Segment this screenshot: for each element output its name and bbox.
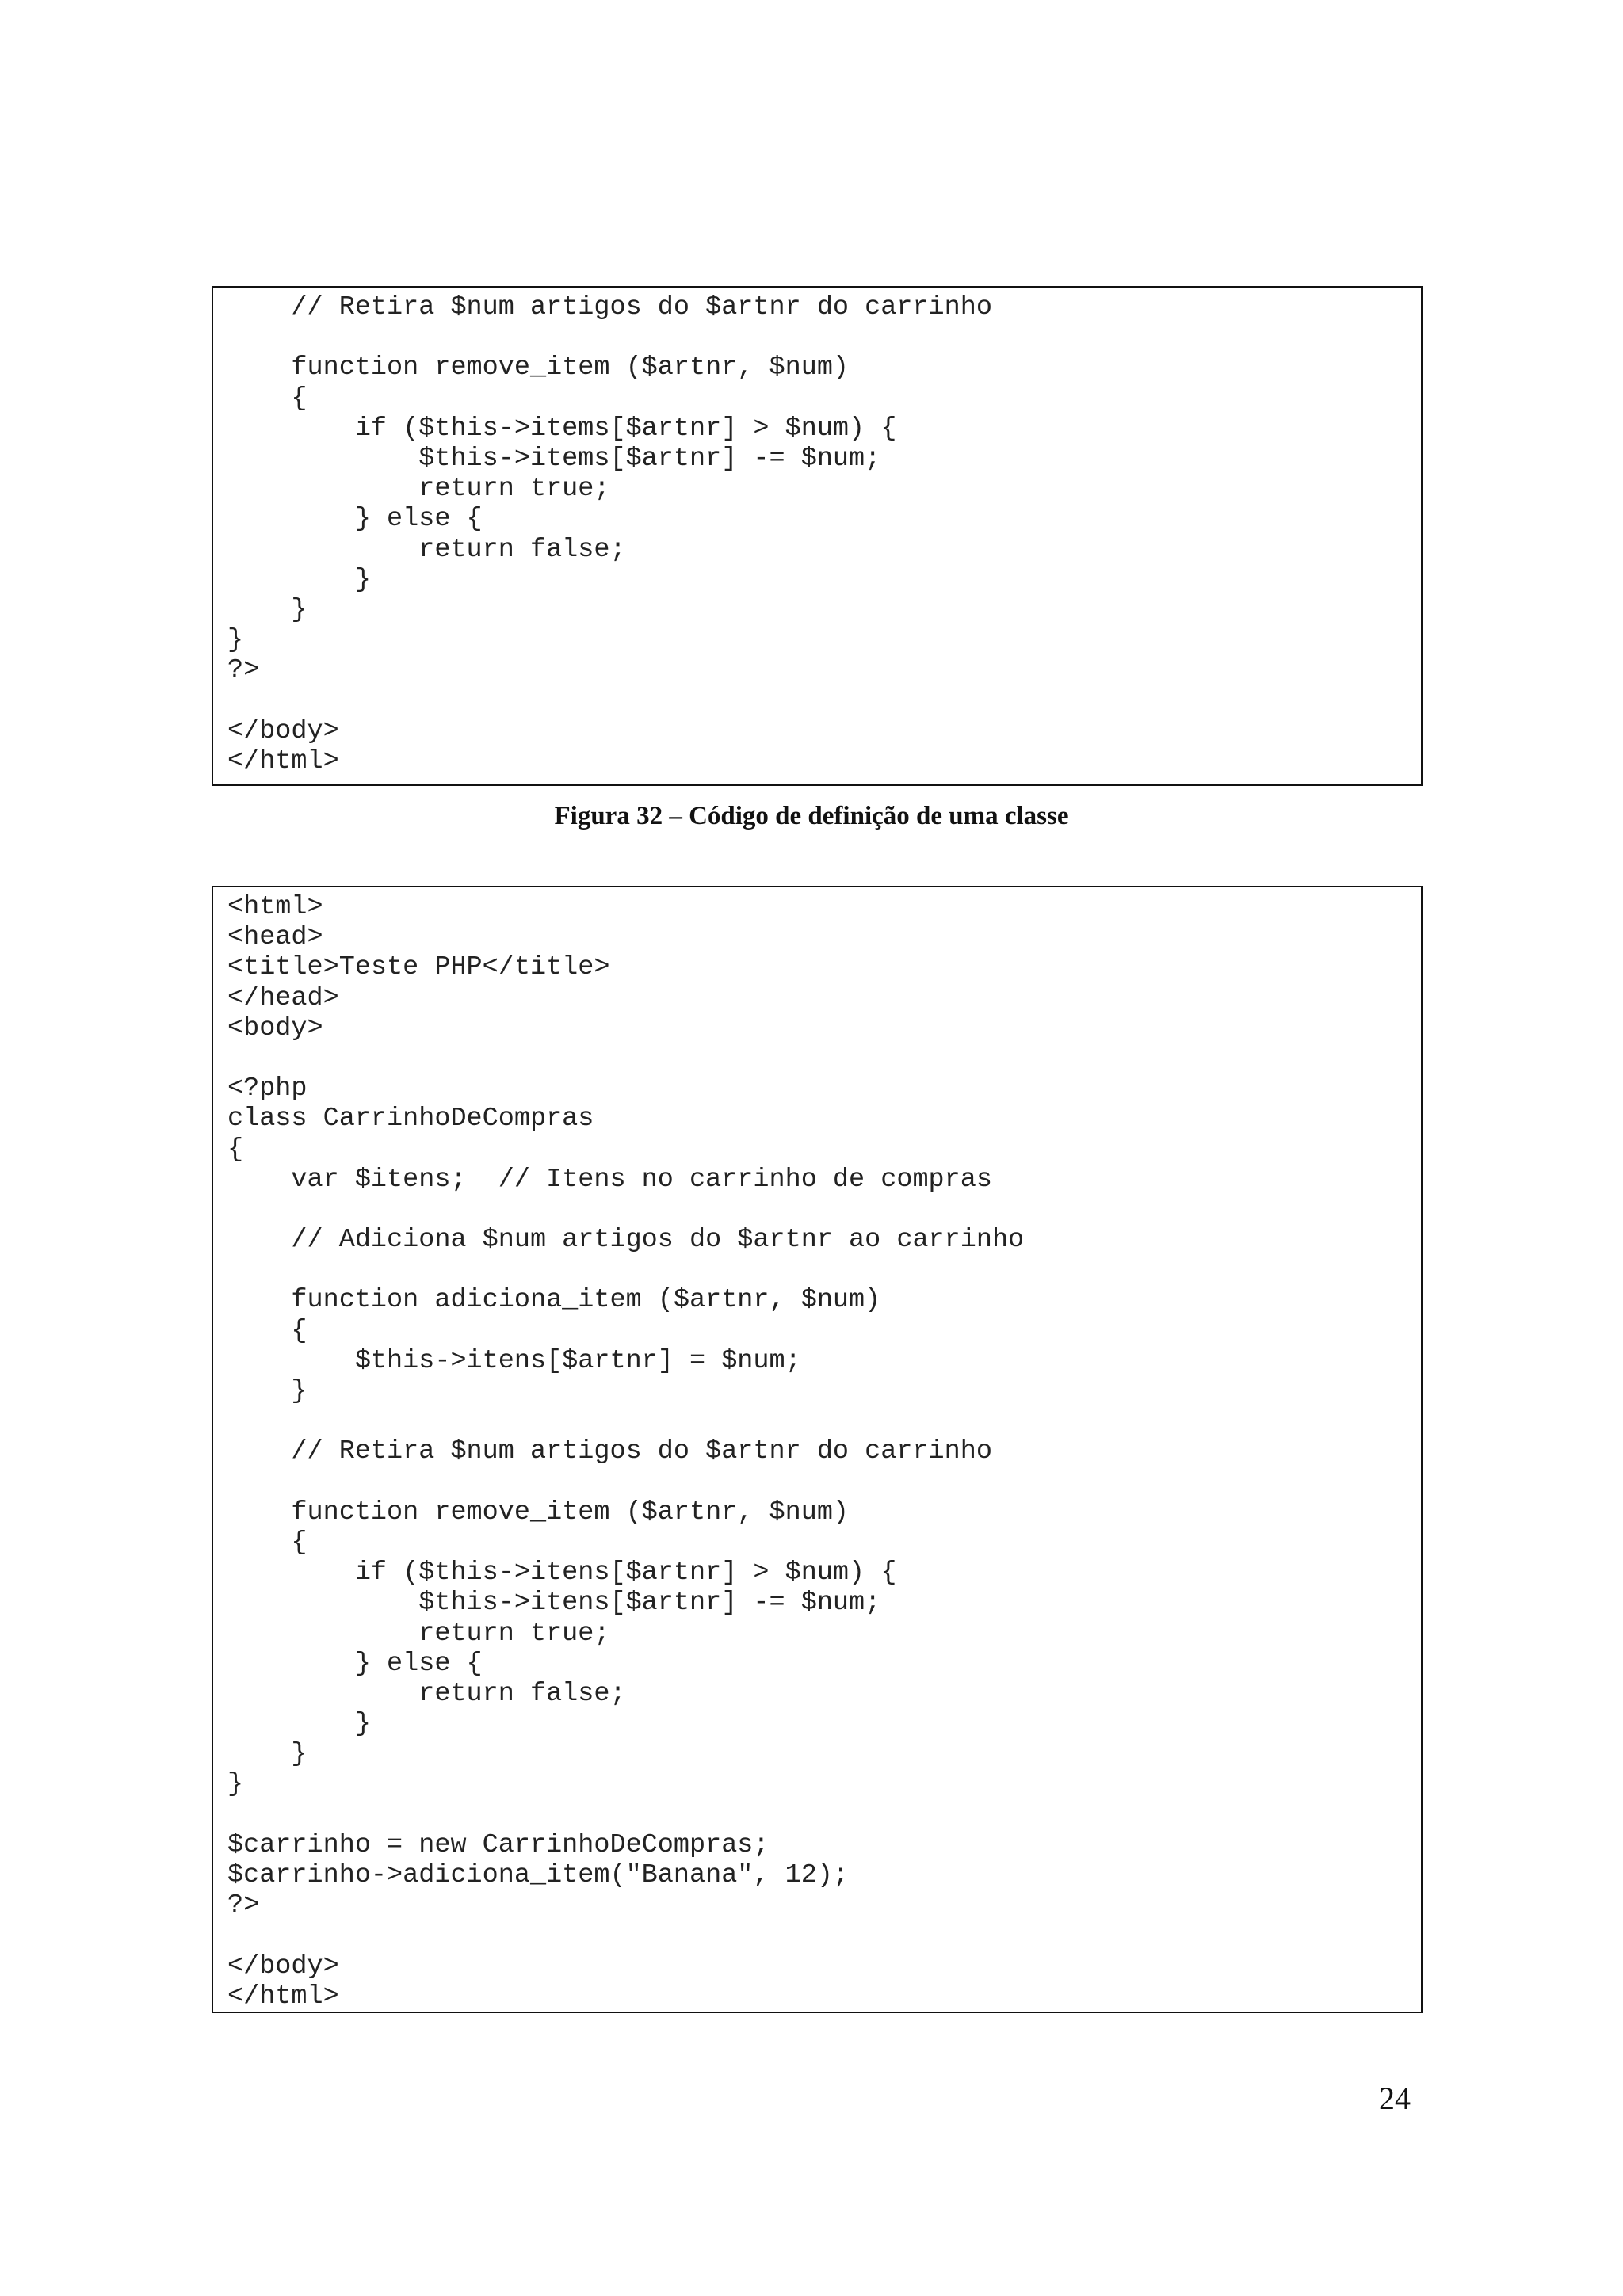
code-line bbox=[227, 1195, 1421, 1225]
code-line: } bbox=[227, 1376, 307, 1406]
code-line: return true; bbox=[227, 1618, 610, 1649]
code-line: $this->itens[$artnr] -= $num; bbox=[227, 1588, 881, 1619]
code-line: class CarrinhoDeCompras bbox=[227, 1104, 594, 1135]
code-line: </body> bbox=[227, 715, 339, 746]
code-line: $carrinho = new CarrinhoDeCompras; bbox=[227, 1829, 769, 1860]
code-line: if ($this->itens[$artnr] > $num) { bbox=[227, 1558, 897, 1589]
code-listing-2 bbox=[212, 886, 1423, 2013]
code-line: { bbox=[227, 1134, 244, 1165]
code-line: ?> bbox=[227, 1890, 260, 1921]
code-line: <body> bbox=[227, 1013, 323, 1043]
code-line: } else { bbox=[227, 1648, 483, 1679]
code-line: } bbox=[227, 625, 244, 656]
code-line: </html> bbox=[227, 1981, 339, 2012]
code-listing-1 bbox=[212, 286, 1423, 786]
code-line: <head> bbox=[227, 922, 323, 953]
code-line: } bbox=[227, 564, 371, 595]
code-line: <?php bbox=[227, 1074, 307, 1104]
code-line: function remove_item ($artnr, $num) bbox=[227, 353, 850, 383]
code-line: { bbox=[227, 1315, 307, 1346]
code-line bbox=[227, 1467, 1421, 1497]
code-line: } bbox=[227, 594, 307, 625]
code-line: { bbox=[227, 383, 307, 414]
code-line bbox=[227, 1920, 1421, 1951]
code-line bbox=[227, 685, 1421, 715]
code-line: </body> bbox=[227, 1951, 339, 1981]
code-line: $carrinho->adiciona_item("Banana", 12); bbox=[227, 1860, 850, 1890]
code-line: </html> bbox=[227, 746, 339, 776]
code-line: // Retira $num artigos do $artnr do carrinho bbox=[227, 292, 992, 322]
code-line: return true; bbox=[227, 474, 610, 505]
code-line: function remove_item ($artnr, $num) bbox=[227, 1497, 850, 1527]
code-line: } else { bbox=[227, 504, 483, 535]
code-line: <html> bbox=[227, 892, 323, 922]
code-line: } bbox=[227, 1739, 307, 1770]
code-line: <title>Teste PHP</title> bbox=[227, 952, 610, 983]
code-line bbox=[227, 1043, 1421, 1074]
code-line: $this->items[$artnr] -= $num; bbox=[227, 443, 881, 474]
code-line: var $itens; // Itens no carrinho de compras bbox=[227, 1164, 992, 1195]
figure-caption: Figura 32 – Código de definição de uma classe bbox=[554, 802, 1069, 830]
page-number: 24 bbox=[1379, 2081, 1411, 2116]
code-line: $this->itens[$artnr] = $num; bbox=[227, 1345, 801, 1376]
code-line: </head> bbox=[227, 982, 339, 1013]
code-line bbox=[227, 1800, 1421, 1830]
code-line: if ($this->items[$artnr] > $num) { bbox=[227, 413, 897, 444]
code-line: return false; bbox=[227, 534, 626, 565]
code-line bbox=[227, 322, 1421, 353]
code-line: function adiciona_item ($artnr, $num) bbox=[227, 1285, 881, 1316]
code-line: ?> bbox=[227, 655, 260, 686]
code-line bbox=[227, 1406, 1421, 1436]
code-line: } bbox=[227, 1709, 371, 1740]
code-line: { bbox=[227, 1527, 307, 1558]
code-line: } bbox=[227, 1769, 244, 1800]
code-line: // Retira $num artigos do $artnr do carrinho bbox=[227, 1436, 992, 1467]
code-line: return false; bbox=[227, 1678, 626, 1709]
code-line: // Adiciona $num artigos do $artnr ao carrinho bbox=[227, 1225, 1025, 1256]
code-line bbox=[227, 1255, 1421, 1285]
